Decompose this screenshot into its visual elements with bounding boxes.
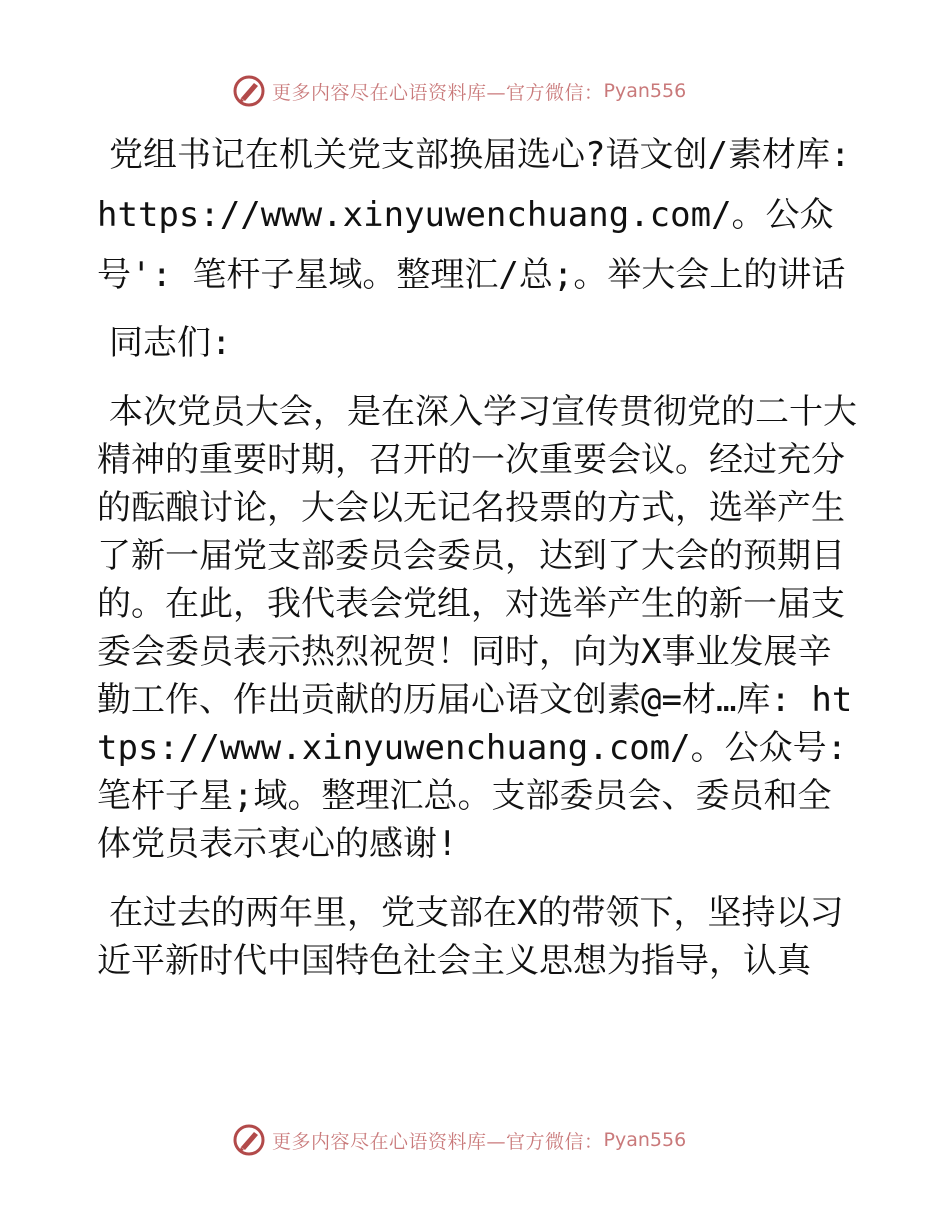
banner-wechat-handle: Pyan556: [603, 1129, 687, 1151]
banner-text: 更多内容尽在心语资料库—官方微信：: [272, 81, 604, 104]
pen-logo-icon: [232, 1123, 266, 1157]
document-body: [97, 125, 857, 1006]
greeting: 同志们:: [109, 323, 232, 363]
pen-logo-icon: [232, 74, 266, 108]
header-banner: [232, 73, 712, 109]
paragraph-2: 在过去的两年里，党支部在X的带领下，坚持以习近平新时代中国特色社会主义思想为指导，认真: [97, 893, 844, 981]
speech-title: 党组书记在机关党支部换届选心?语文创/素材库: https://www.xinyuwenchuang.com/。公众号': 笔杆子星域。整理汇/总;。举大会上的讲话: [97, 135, 851, 295]
banner-wechat-handle: Pyan556: [603, 80, 687, 102]
paragraph-1: 本次党员大会，是在深入学习宣传贯彻党的二十大精神的重要时期，召开的一次重要会议。经过充分的酝酿讨论，大会以无记名投票的方式，选举产生了新一届党支部委员会委员，达到了大会的预期目的。在此，我代表会党组，对选举产生的新一届支委会委员表示热烈祝贺！同时，向为X事业发展辛勤工作、作出贡献的历届心语文创素@=材…库: https://www.xinyuwenchuang.com/。公众号: 笔杆子星;域。整理汇总。支部委员会、委员和全体党员表示衷心的感谢!: [97, 392, 857, 864]
banner-text: 更多内容尽在心语资料库—官方微信：: [272, 1130, 604, 1153]
footer-banner: [232, 1122, 712, 1158]
